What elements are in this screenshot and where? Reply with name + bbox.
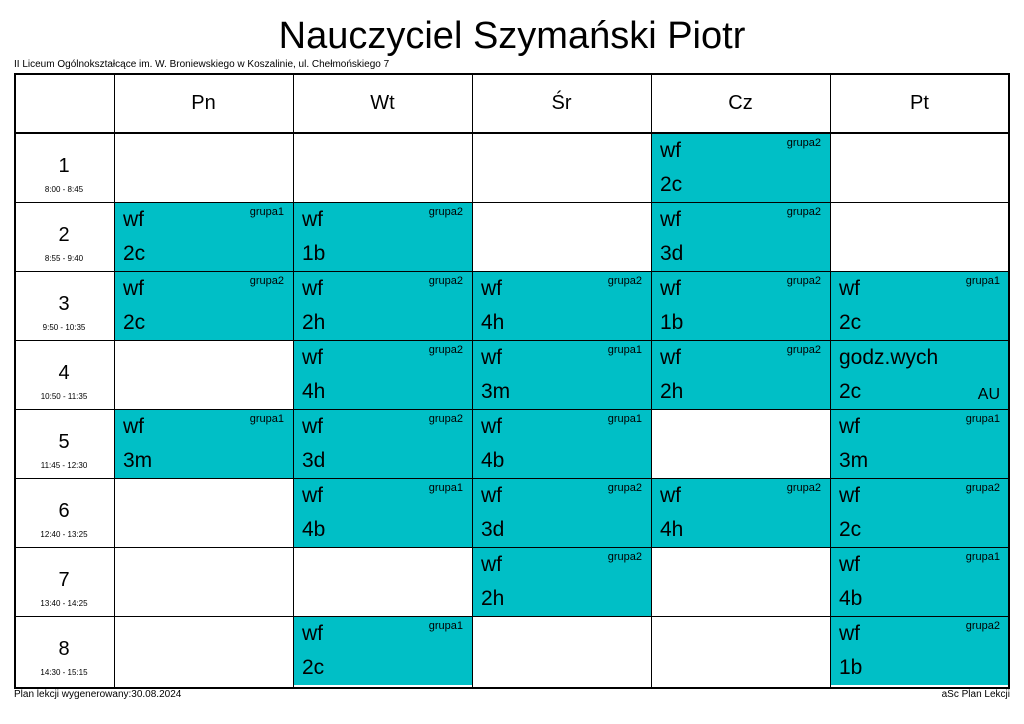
grid-line [14,340,1010,341]
lesson-subject: wf [481,277,502,300]
lesson-class: 1b [302,242,326,265]
period-label [14,409,114,478]
period-time: 12:40 - 13:25 [40,530,88,539]
lesson-subject: wf [839,484,860,507]
lesson-group: grupa2 [965,482,1000,494]
lesson-group: grupa2 [786,275,821,287]
lesson-room: AU [977,386,1000,403]
lesson-group: grupa1 [965,551,1000,563]
lesson-group: grupa2 [607,551,642,563]
lesson-group: grupa1 [607,344,642,356]
lesson-cell [830,271,1009,340]
lesson-subject: wf [660,208,681,231]
grid-line [651,73,652,689]
lesson-group: grupa1 [249,413,284,425]
school-name: II Liceum Ogólnokształcące im. W. Broniewskiego w Koszalinie, ul. Chełmońskiego 7 [14,59,390,70]
period-time: 13:40 - 14:25 [40,599,88,608]
lesson-cell [114,409,293,478]
lesson-subject: wf [660,346,681,369]
lesson-subject: wf [123,208,144,231]
lesson-group: grupa2 [786,137,821,149]
lesson-class: 2c [839,380,862,403]
lesson-class: 3m [839,449,869,472]
page-title: Nauczyciel Szymański Piotr [278,15,746,57]
period-time: 8:00 - 8:45 [44,185,84,194]
period-label [14,547,114,616]
lesson-class: 4b [302,518,326,541]
lesson-class: 4b [839,587,863,610]
lesson-cell [830,340,1009,409]
lesson-class: 1b [839,656,863,679]
lesson-subject: wf [839,622,860,645]
day-header: Wt [370,92,395,114]
grid-line [293,73,294,689]
lesson-class: 4h [302,380,326,403]
period-label [14,616,114,685]
lesson-class: 2c [123,242,146,265]
day-header: Pt [910,92,929,114]
lesson-subject: wf [302,208,323,231]
lesson-subject: wf [302,346,323,369]
lesson-cell [293,478,472,547]
lesson-subject: wf [660,277,681,300]
lesson-class: 2c [839,311,862,334]
grid-line [14,616,1010,617]
lesson-subject: wf [123,277,144,300]
lesson-group: grupa1 [428,620,463,632]
lesson-subject: godz.wych [839,346,939,369]
lesson-class: 2h [302,311,326,334]
lesson-group: grupa2 [965,620,1000,632]
lesson-cell [293,340,472,409]
lesson-cell [472,340,651,409]
lesson-group: grupa2 [428,206,463,218]
lesson-cell [830,478,1009,547]
lesson-class: 2c [839,518,862,541]
lesson-class: 3d [660,242,684,265]
software-credit: aSc Plan Lekcji [941,689,1010,700]
lesson-subject: wf [302,622,323,645]
lesson-cell [114,271,293,340]
lesson-cell [830,616,1009,685]
lesson-class: 2c [660,173,683,196]
lesson-cell [472,547,651,616]
lesson-subject: wf [123,415,144,438]
period-number: 1 [58,155,70,177]
grid-line [14,478,1010,479]
timetable-grid [14,73,1010,689]
lesson-subject: wf [839,277,860,300]
day-header: Cz [728,92,753,114]
lesson-cell [651,478,830,547]
lesson-group: grupa2 [428,344,463,356]
lesson-subject: wf [302,277,323,300]
lesson-subject: wf [660,139,681,162]
lesson-subject: wf [481,346,502,369]
period-label [14,271,114,340]
lesson-cell [293,409,472,478]
lesson-cell [651,271,830,340]
lesson-cell [293,271,472,340]
lesson-cell [472,271,651,340]
grid-line [14,271,1010,272]
lesson-group: grupa1 [965,413,1000,425]
period-label [14,133,114,202]
lesson-cell [114,202,293,271]
lesson-group: grupa2 [786,206,821,218]
day-header: Śr [551,92,572,114]
lesson-class: 3m [481,380,511,403]
lesson-class: 1b [660,311,684,334]
lesson-group: grupa1 [249,206,284,218]
period-time: 8:55 - 9:40 [44,254,84,263]
lesson-group: grupa2 [428,275,463,287]
lesson-class: 4h [481,311,505,334]
period-number: 4 [58,362,70,384]
grid-line [14,73,1010,75]
grid-line [14,132,1010,134]
lesson-class: 2c [302,656,325,679]
period-number: 7 [58,569,70,591]
lesson-class: 3d [302,449,326,472]
lesson-class: 2h [660,380,684,403]
period-time: 10:50 - 11:35 [40,392,88,401]
grid-line [14,202,1010,203]
lesson-class: 2h [481,587,505,610]
grid-line [114,73,115,689]
period-label [14,340,114,409]
lesson-subject: wf [481,415,502,438]
period-time: 9:50 - 10:35 [42,323,86,332]
lesson-class: 2c [123,311,146,334]
period-number: 5 [58,431,70,453]
lesson-group: grupa2 [607,482,642,494]
day-header: Pn [191,92,216,114]
lesson-subject: wf [302,484,323,507]
lesson-cell [830,547,1009,616]
grid-line [14,73,16,689]
lesson-cell [651,202,830,271]
period-time: 11:45 - 12:30 [40,461,88,470]
grid-line [14,547,1010,548]
grid-line [14,409,1010,410]
lesson-group: grupa2 [786,344,821,356]
lesson-group: grupa2 [428,413,463,425]
period-number: 8 [58,638,70,660]
lesson-cell [651,340,830,409]
lesson-group: grupa1 [428,482,463,494]
grid-line [830,73,831,689]
lesson-class: 4b [481,449,505,472]
lesson-cell [293,202,472,271]
lesson-subject: wf [839,553,860,576]
lesson-cell [472,409,651,478]
lesson-group: grupa2 [607,275,642,287]
lesson-class: 4h [660,518,684,541]
lesson-subject: wf [302,415,323,438]
period-label [14,478,114,547]
period-time: 14:30 - 15:15 [40,668,88,677]
grid-line [1008,73,1010,689]
lesson-class: 3d [481,518,505,541]
lesson-cell [651,133,830,202]
lesson-subject: wf [660,484,681,507]
period-label [14,202,114,271]
lesson-group: grupa2 [786,482,821,494]
lesson-subject: wf [481,553,502,576]
lesson-group: grupa1 [607,413,642,425]
period-number: 2 [58,224,70,246]
lesson-subject: wf [481,484,502,507]
period-number: 6 [58,500,70,522]
generated-date: Plan lekcji wygenerowany:30.08.2024 [14,689,182,700]
lesson-group: grupa1 [965,275,1000,287]
lesson-subject: wf [839,415,860,438]
lesson-cell [293,616,472,685]
grid-line [472,73,473,689]
lesson-class: 3m [123,449,153,472]
period-number: 3 [58,293,70,315]
lesson-group: grupa2 [249,275,284,287]
lesson-cell [830,409,1009,478]
lesson-cell [472,478,651,547]
